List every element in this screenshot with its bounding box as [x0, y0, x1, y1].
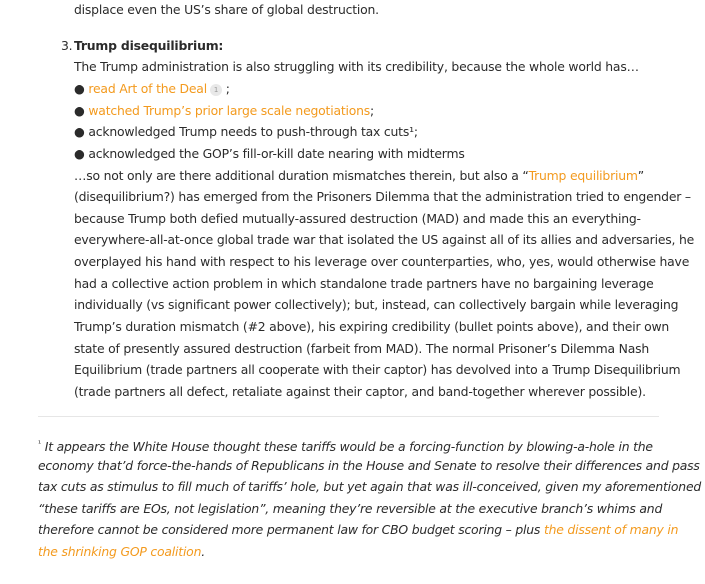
paragraph-line: because Trump both defied mutually-assured destruction (MAD) and made this an everything- — [74, 211, 641, 226]
paragraph-line: Equilibrium (trade partners all cooperate with their captor) has devolved into a Trump Disequilibrium — [74, 362, 681, 377]
footnote-line — [38, 435, 653, 456]
paragraph-line: individually (vs significant power collectively); but, instead, can collectively bargain while leveraging — [74, 297, 679, 312]
paragraph-line: overplayed his hand with respect to his leverage over counterparties, who, yes, would otherwise have — [74, 254, 690, 269]
bullet-item — [74, 102, 374, 120]
gop-dissent-link[interactable]: the dissent of many in — [543, 522, 679, 537]
paragraph-line: (disequilibrium?) has emerged from the Prisoners Dilemma that the administration tried to engender – — [74, 189, 691, 204]
bullet-dot: ● — [74, 124, 85, 139]
gop-dissent-link-cont[interactable]: the shrinking GOP coalition — [38, 544, 202, 559]
paragraph-line: everywhere-all-at-once global trade war that isolated the US against all of its allies and adversaries, he — [74, 232, 695, 247]
item-lead: The Trump administration is also struggling with its credibility, because the whole world has… — [74, 59, 639, 74]
art-of-the-deal-link[interactable]: read Art of the Deal — [88, 81, 207, 96]
bullet-dot: ● — [74, 81, 85, 96]
footnote-text: It appears the White House thought these tariffs would be a forcing-function by blowing-a-hole in the — [44, 439, 653, 454]
paragraph-line — [74, 167, 644, 185]
paragraph-line: (trade partners all defect, retaliate against their captor, and band-together wherever possible). — [74, 384, 646, 399]
paragraph-start: …so not only are there additional duration mismatches therein, but also a “ — [74, 168, 529, 183]
paragraph-line: Trump’s duration mismatch (#2 above), his expiring credibility (bullet points above), and their own — [74, 319, 670, 334]
footnote-marker: ¹ — [38, 439, 42, 448]
paragraph-line: state of presently assured destruction (farbeit from MAD). The normal Prisoner’s Dilemma Nash — [74, 341, 650, 356]
bullet-tail: ; — [370, 103, 375, 118]
footnote-line: economy that’d force-the-hands of Republicans in the House and Senate to resolve their differences and pass — [38, 458, 700, 473]
footnote-text: therefore cannot be considered more permanent law for CBO budget scoring – plus — [38, 522, 544, 537]
intro-tail-text: displace even the US’s share of global destruction. — [74, 2, 379, 17]
bullet-tail: ; — [225, 81, 230, 96]
footnote-line — [38, 521, 678, 539]
bullet-item — [74, 145, 465, 163]
paragraph-line: had a collective action problem in which standalone trade partners have no bargaining leverage — [74, 276, 654, 291]
bullet-text: acknowledged the GOP’s fill-or-kill date nearing with midterms — [88, 146, 465, 161]
footnote-divider — [38, 416, 659, 417]
footnote-line — [38, 543, 205, 561]
trump-equilibrium-link[interactable]: Trump equilibrium — [528, 168, 638, 183]
paragraph-quote-close: ” — [637, 168, 644, 183]
footnote-line: “these tariffs are EOs, not legislation”, meaning they’re reversible at the executive branch’s whims and — [38, 501, 663, 516]
prior-negotiations-link[interactable]: watched Trump’s prior large scale negotiations — [88, 103, 371, 118]
bullet-text: acknowledged Trump needs to push-through tax cuts¹; — [88, 124, 418, 139]
footnote-badge[interactable]: 1 — [210, 84, 222, 96]
footnote-end: . — [201, 544, 205, 559]
list-number: 3. — [61, 38, 73, 53]
bullet-item — [74, 80, 230, 98]
bullet-dot: ● — [74, 146, 85, 161]
bullet-dot: ● — [74, 103, 85, 118]
item-heading: Trump disequilibrium: — [74, 38, 224, 53]
bullet-item — [74, 123, 418, 141]
footnote-line: tax cuts as stimulus to fill much of tariffs’ hole, but yet again that was ill-conceived, given my aforementioned — [38, 479, 702, 494]
